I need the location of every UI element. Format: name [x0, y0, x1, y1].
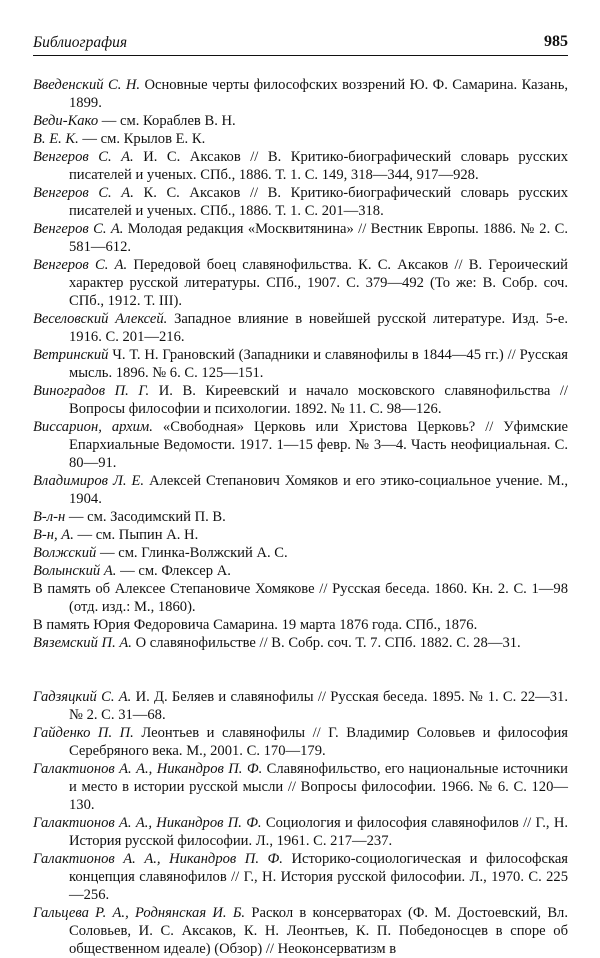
entry-author: Владимиров Л. Е. [33, 473, 145, 489]
entry-text: Передовой боец славянофильства. К. С. Аксаков // В. Героический характер русской литературы. СПб., 1907. С. 379—492 (То же: В. Собр. соч. СПб., 1912. Т. III). [69, 257, 568, 309]
entry-text: Западное влияние в новейшей русской литературе. Изд. 5-е. 1916. С. 201—216. [69, 311, 568, 345]
entry-author: Венгеров С. А. [33, 149, 134, 165]
bibliography-entry [33, 526, 568, 544]
bibliography-group-v [33, 76, 568, 652]
bibliography-entry [33, 814, 568, 850]
bibliography-entry [33, 760, 568, 814]
bibliography-entry [33, 184, 568, 220]
entry-text: Социология и философия славянофилов // Г., Н. История русской философии. Л., 1961. С. 217—237. [69, 815, 569, 849]
entry-text: Историко-социологическая и философская концепция славянофилов // Г., Н. История русской философии. Л., 1970. С. 225—256. [69, 851, 569, 903]
entry-author: Венгеров С. А. [33, 185, 134, 201]
bibliography-entry [33, 562, 568, 580]
bibliography-entry [33, 148, 568, 184]
entry-author: Виноградов П. Г. [33, 383, 150, 399]
bibliography-entry [33, 112, 568, 130]
entry-text: Основные черты философских воззрений Ю. Ф. Самарина. Казань, 1899. [69, 77, 568, 111]
page-number: 985 [544, 33, 568, 50]
bibliography-entry [33, 508, 568, 526]
bibliography-group-g [33, 688, 568, 958]
bibliography-entry [33, 76, 568, 112]
entry-text: В память Юрия Федоровича Самарина. 19 марта 1876 года. СПб., 1876. [33, 617, 478, 633]
running-title: Библиография [33, 34, 128, 51]
entry-text: И. В. Киреевский и начало московского славянофильства // Вопросы философии и психологии. 1892. № 11. С. 98—126. [69, 383, 568, 417]
bibliography-entry [33, 616, 568, 634]
bibliography-entry [33, 580, 568, 616]
entry-text: К. С. Аксаков // В. Критико-биографический словарь русских писателей и ученых. СПб., 1886. Т. 1. С. 201—318. [69, 185, 569, 219]
entry-text: — см. Пыпин А. Н. [73, 527, 199, 543]
entry-text: Раскол в консерваторах (Ф. М. Достоевский, Вл. Соловьев, И. С. Аксаков, К. Н. Леонтьев, К. П. Победоносцев в споре об общественном идеале) (Обзор) // Неоконсерватизм в [69, 905, 568, 957]
entry-text: Молодая редакция «Москвитянина» // Вестник Европы. 1886. № 2. С. 581—612. [69, 221, 568, 255]
entry-author: Веселовский Алексей. [33, 311, 168, 327]
entry-text: — см. Крылов Е. К. [78, 131, 206, 147]
bibliography-entry [33, 472, 568, 508]
entry-author: Волжский [33, 545, 97, 561]
entry-author: Галактионов А. А., Никандров П. Ф. [33, 851, 283, 867]
bibliography-entry [33, 850, 568, 904]
bibliography-entry [33, 346, 568, 382]
entry-author: Галактионов А. А., Никандров П. Ф. [33, 761, 263, 777]
bibliography-entry [33, 544, 568, 562]
entry-author: Венгеров С. А. [33, 257, 128, 273]
bibliography-entry [33, 904, 568, 958]
entry-text: Алексей Степанович Хомяков и его этико-социальное учение. М., 1904. [69, 473, 568, 507]
entry-author: Волынский А. [33, 563, 117, 579]
bibliography-entry [33, 256, 568, 310]
bibliography-entry [33, 688, 568, 724]
entry-text: — см. Засодимский П. В. [65, 509, 226, 525]
bibliography-entry [33, 220, 568, 256]
entry-author: Гадзяцкий С. А. [33, 689, 132, 705]
entry-author: В-л-н [33, 509, 66, 525]
bibliography-list [33, 76, 568, 958]
bibliography-entry [33, 634, 568, 652]
bibliography-entry [33, 382, 568, 418]
entry-author: В. Е. К. [33, 131, 79, 147]
entry-text: — см. Глинка-Волжский А. С. [96, 545, 288, 561]
entry-text: Леонтьев и славянофилы // Г. Владимир Соловьев и философия Серебряного века. М., 2001. С. 170—179. [69, 725, 568, 759]
entry-author: Введенский С. Н. [33, 77, 141, 93]
entry-author: Веди-Како [33, 113, 99, 129]
entry-text: «Свободная» Церковь или Христова Церковь? // Уфимские Епархиальные Ведомости. 1917. 1—15 февр. № 3—4. Часть неофициальная. С. 80—91. [69, 419, 568, 471]
bibliography-entry [33, 130, 568, 148]
entry-author: Ветринский [33, 347, 109, 363]
entry-text: В память об Алексее Степановиче Хомякове // Русская беседа. 1860. Кн. 2. С. 1—98 (отд. изд.: М., 1860). [33, 581, 568, 615]
entry-author: Вяземский П. А. [33, 635, 132, 651]
bibliography-entry [33, 418, 568, 472]
section-gap [33, 652, 568, 688]
entry-author: Гальцева Р. А., Роднянская И. Б. [33, 905, 246, 921]
entry-text: Ч. Т. Н. Грановский (Западники и славянофилы в 1844—45 гг.) // Русская мысль. 1896. № 6. С. 125—151. [69, 347, 568, 381]
entry-text: И. С. Аксаков // В. Критико-биографический словарь русских писателей и ученых. СПб., 1886. Т. 1. С. 149, 318—344, 917—928. [69, 149, 568, 183]
bibliography-entry [33, 310, 568, 346]
entry-text: — см. Флексер А. [116, 563, 231, 579]
entry-author: Виссарион, архим. [33, 419, 153, 435]
entry-text: Славянофильство, его национальные источники и место в истории русской мысли // Вопросы философии. 1966. № 6. С. 120—130. [69, 761, 568, 813]
entry-text: О славянофильстве // В. Собр. соч. Т. 7. СПб. 1882. С. 28—31. [131, 635, 521, 651]
entry-author: Венгеров С. А. [33, 221, 124, 237]
entry-text: И. Д. Беляев и славянофилы // Русская беседа. 1895. № 1. С. 22—31. № 2. С. 31—68. [69, 689, 569, 723]
page-header [33, 29, 568, 56]
entry-author: Галактионов А. А., Никандров П. Ф. [33, 815, 262, 831]
entry-text: — см. Кораблев В. Н. [98, 113, 236, 129]
bibliography-entry [33, 724, 568, 760]
entry-author: В-н, А. [33, 527, 74, 543]
entry-author: Гайденко П. П. [33, 725, 134, 741]
